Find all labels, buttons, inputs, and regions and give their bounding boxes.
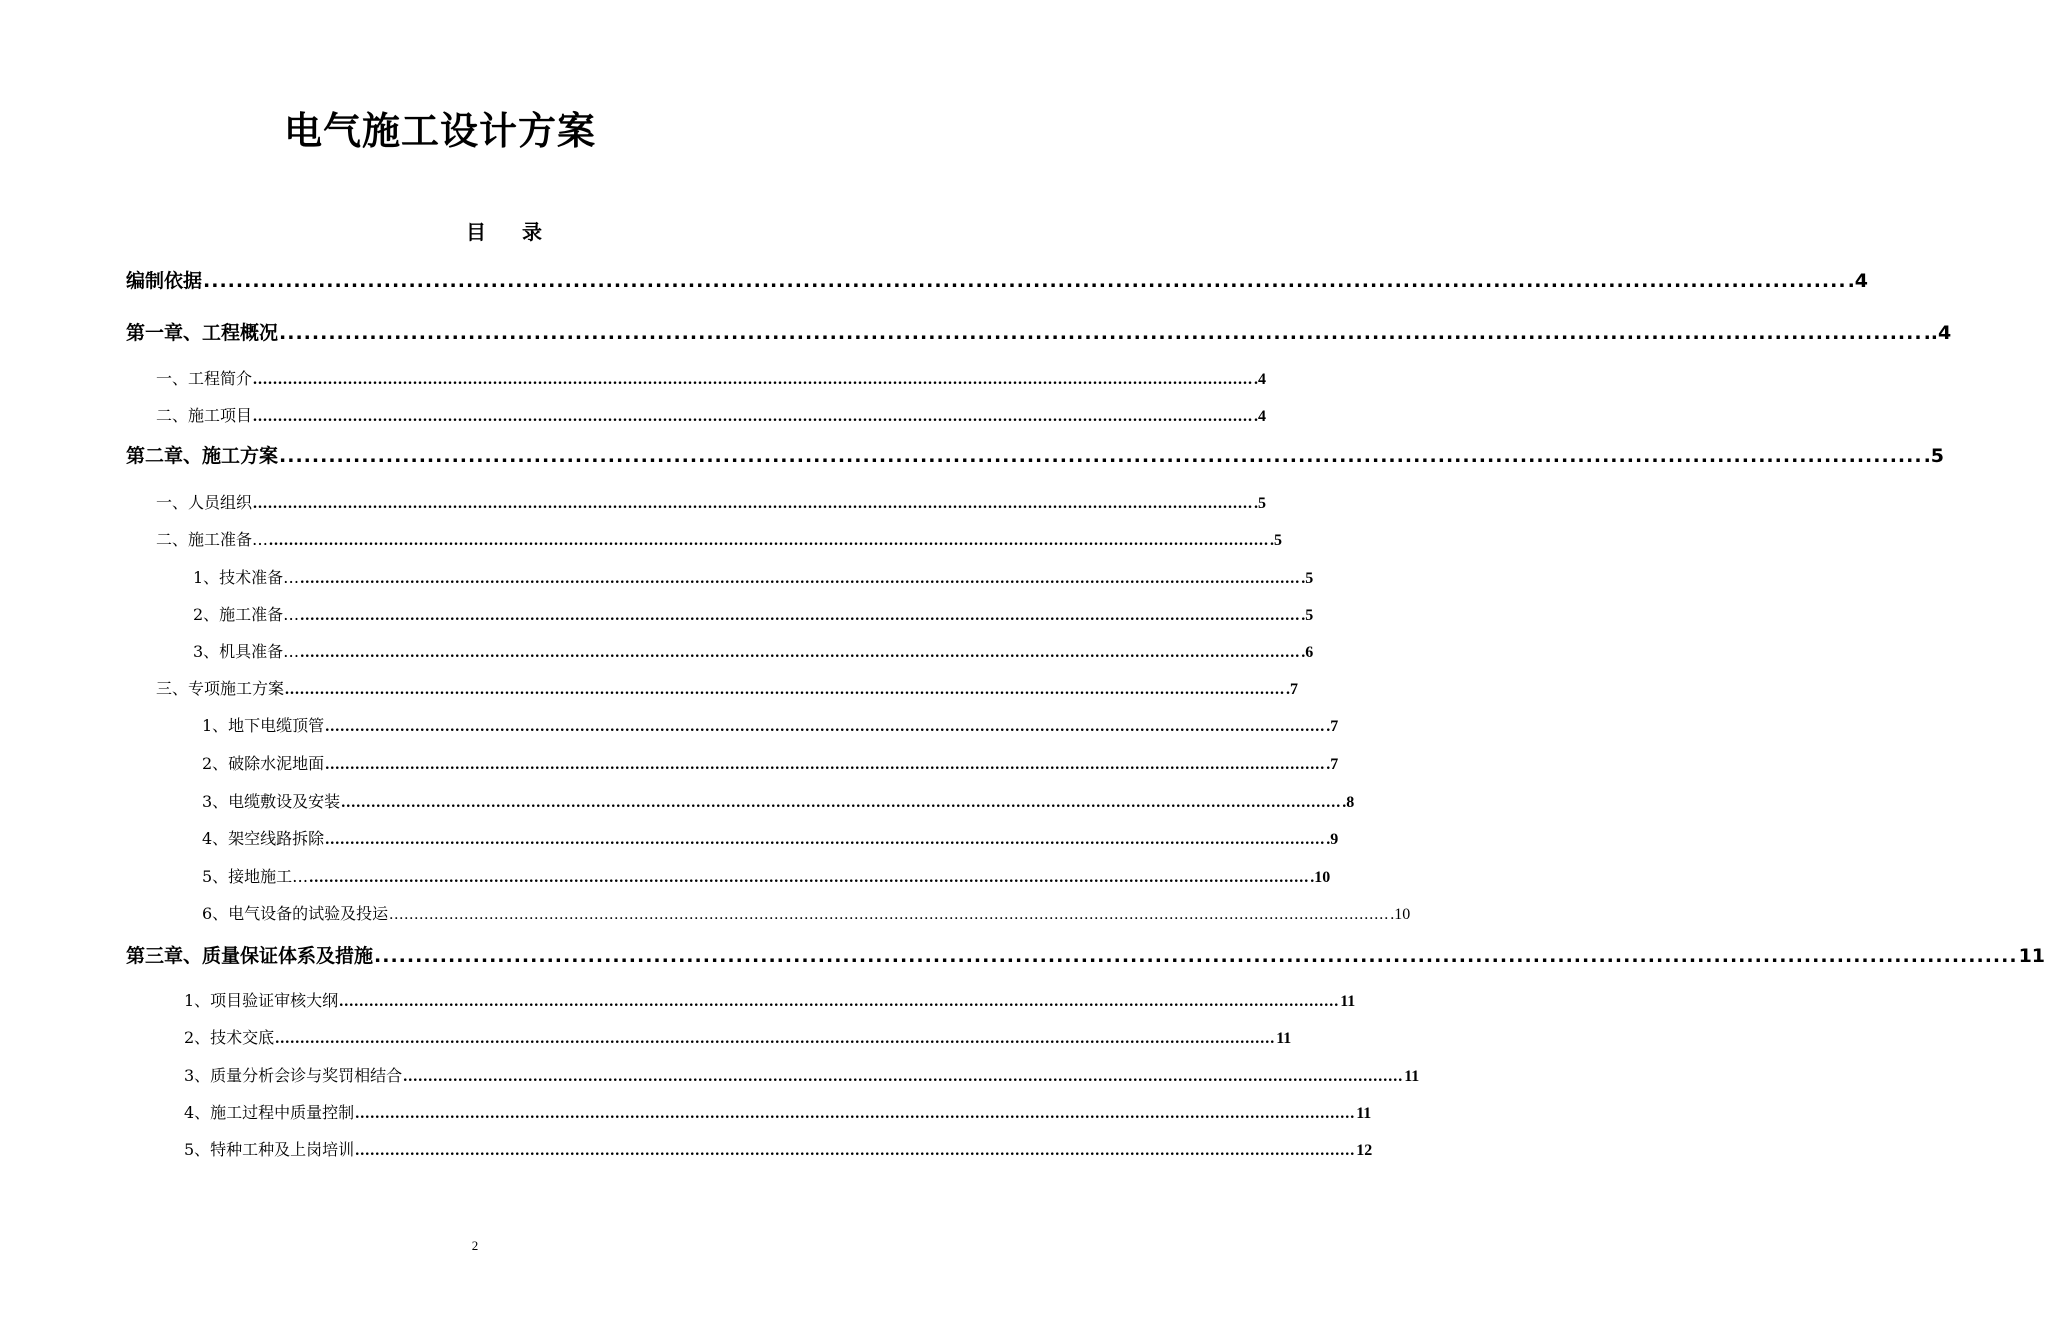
toc-entry-label: 2、破除水泥地面: [202, 754, 325, 773]
toc-entry-page: .5: [1301, 570, 1314, 587]
toc-entry-label: 2、技术交底: [184, 1028, 275, 1047]
toc-entry-page: 11: [1356, 1105, 1372, 1122]
toc-entry-label: 4、架空线路拆除: [202, 829, 325, 848]
toc-entry-basis[interactable]: [126, 266, 1869, 293]
toc-entry-label: 4、施工过程中质量控制: [184, 1103, 355, 1122]
toc-leader-dots: ........................................................................................................................................................................................................: [279, 322, 1923, 344]
document-title: 电气施工设计方案: [283, 109, 596, 153]
toc-entry-chapter-1[interactable]: [126, 318, 1952, 345]
toc-leader-dots: ........................................................................................................................................................................................................: [269, 532, 1270, 549]
toc-entry-chapter-2[interactable]: [126, 441, 1945, 468]
toc-leader-dots: ........................................................................................................................................................................................................: [325, 718, 1326, 735]
toc-entry-subsection[interactable]: [184, 1063, 1420, 1086]
toc-entry-subsection[interactable]: [184, 1025, 1292, 1048]
toc-entry-subsection[interactable]: [184, 1100, 1372, 1123]
toc-leader-dots: ........................................................................................................................................................................................................: [275, 1030, 1276, 1047]
toc-leader-dots: ........................................................................................................................................................................................................: [339, 993, 1340, 1010]
toc-entry-subsection[interactable]: [202, 864, 1331, 887]
toc-heading-right: 录: [522, 220, 542, 244]
toc-leader-dots: ........................................................................................................................................................................................................: [300, 644, 1301, 661]
toc-entry-page: .4: [1254, 371, 1267, 388]
toc-entry-label: 第二章、施工方案: [126, 445, 279, 467]
toc-leader-dots: ........................................................................................................................................................................................................: [374, 945, 2018, 967]
toc-entry-label: 1、技术准备…: [193, 568, 300, 587]
toc-entry-label: 6、电气设备的试验及投运: [202, 904, 389, 923]
toc-entry-page: 12: [1356, 1142, 1373, 1159]
page-number: 2: [471, 1238, 479, 1253]
toc-leader-dots: ........................................................................................................................................................................................................: [300, 570, 1301, 587]
toc-entry-page: .5: [1254, 495, 1267, 512]
toc-entry-subsection[interactable]: [202, 713, 1339, 736]
toc-entry-page: .6: [1301, 644, 1314, 661]
toc-entry-section[interactable]: [156, 527, 1283, 550]
toc-entry-section[interactable]: [156, 676, 1299, 699]
toc-entry-page: ..4: [1923, 322, 1952, 344]
toc-entry-page: .5: [1923, 445, 1945, 467]
toc-leader-dots: ........................................................................................................................................................................................................: [253, 371, 1254, 388]
toc-entry-label: 第三章、质量保证体系及措施: [126, 945, 374, 967]
toc-leader-dots: ........................................................................................................................................................................................................: [279, 445, 1923, 467]
toc-leader-dots: ........................................................................................................................................................................................................: [403, 1068, 1404, 1085]
toc-entry-page: .8: [1342, 794, 1355, 811]
toc-entry-page: .9: [1326, 831, 1339, 848]
toc-entry-label: 5、特种工种及上岗培训: [184, 1140, 355, 1159]
toc-leader-dots: ........................................................................................................................................................................................................: [285, 681, 1286, 698]
toc-entry-section[interactable]: [156, 403, 1267, 426]
toc-entry-page: 11: [1404, 1068, 1420, 1085]
toc-entry-subsection[interactable]: [202, 751, 1339, 774]
toc-entry-subsection[interactable]: [193, 639, 1314, 662]
toc-entry-subsection[interactable]: [184, 988, 1356, 1011]
toc-leader-dots: ........................................................................................................................................................................................................: [389, 906, 1390, 923]
toc-leader-dots: ........................................................................................................................................................................................................: [253, 408, 1254, 425]
toc-entry-label: 二、施工准备…: [156, 530, 269, 549]
toc-entry-subsection[interactable]: [184, 1137, 1373, 1160]
toc-entry-section[interactable]: [156, 490, 1267, 513]
toc-entry-page: .5: [1270, 532, 1283, 549]
toc-entry-label: 一、工程简介: [156, 369, 253, 388]
toc-entry-page: 11: [2018, 945, 2045, 967]
toc-entry-subsection[interactable]: [193, 602, 1314, 625]
toc-entry-label: 5、接地施工…: [202, 867, 309, 886]
toc-entry-page: .7: [1326, 718, 1339, 735]
toc-entry-page: .10: [1310, 869, 1331, 886]
toc-entry-label: 3、电缆敷设及安装: [202, 792, 341, 811]
toc-entry-page: .4: [1254, 408, 1267, 425]
toc-entry-label: 三、专项施工方案: [156, 679, 285, 698]
toc-entry-page: .7: [1326, 756, 1339, 773]
toc-leader-dots: ........................................................................................................................................................................................................: [203, 270, 1847, 292]
toc-entry-page: 11: [1276, 1030, 1292, 1047]
toc-entry-subsection[interactable]: [202, 901, 1411, 924]
toc-entry-label: 编制依据: [126, 270, 203, 292]
toc-entry-label: 2、施工准备…: [193, 605, 300, 624]
toc-leader-dots: ........................................................................................................................................................................................................: [355, 1142, 1356, 1159]
toc-leader-dots: ........................................................................................................................................................................................................: [341, 794, 1342, 811]
toc-leader-dots: ........................................................................................................................................................................................................: [325, 756, 1326, 773]
toc-leader-dots: ........................................................................................................................................................................................................: [253, 495, 1254, 512]
toc-entry-chapter-3[interactable]: [126, 941, 2045, 968]
toc-entry-page: .7: [1286, 681, 1299, 698]
toc-entry-subsection[interactable]: [193, 565, 1314, 588]
toc-entry-section[interactable]: [156, 366, 1267, 389]
toc-entry-label: 1、地下电缆顶管: [202, 716, 325, 735]
toc-entry-label: 3、质量分析会诊与奖罚相结合: [184, 1066, 403, 1085]
toc-entry-page: 11: [1340, 993, 1356, 1010]
toc-entry-page: .5: [1301, 607, 1314, 624]
toc-leader-dots: ........................................................................................................................................................................................................: [355, 1105, 1356, 1122]
toc-entry-page: .10: [1390, 906, 1411, 923]
toc-entry-label: 3、机具准备…: [193, 642, 300, 661]
toc-entry-label: 一、人员组织: [156, 493, 253, 512]
toc-entry-page: .4: [1847, 270, 1869, 292]
toc-entry-label: 第一章、工程概况: [126, 322, 279, 344]
toc-entry-label: 1、项目验证审核大纲: [184, 991, 339, 1010]
toc-heading-left: 目: [466, 220, 486, 244]
toc-entry-subsection[interactable]: [202, 826, 1339, 849]
toc-entry-label: 二、施工项目: [156, 406, 253, 425]
toc-heading: [466, 216, 542, 245]
toc-leader-dots: ........................................................................................................................................................................................................: [325, 831, 1326, 848]
toc-leader-dots: ........................................................................................................................................................................................................: [300, 607, 1301, 624]
toc-entry-subsection[interactable]: [202, 789, 1355, 812]
toc-leader-dots: ........................................................................................................................................................................................................: [309, 869, 1310, 886]
